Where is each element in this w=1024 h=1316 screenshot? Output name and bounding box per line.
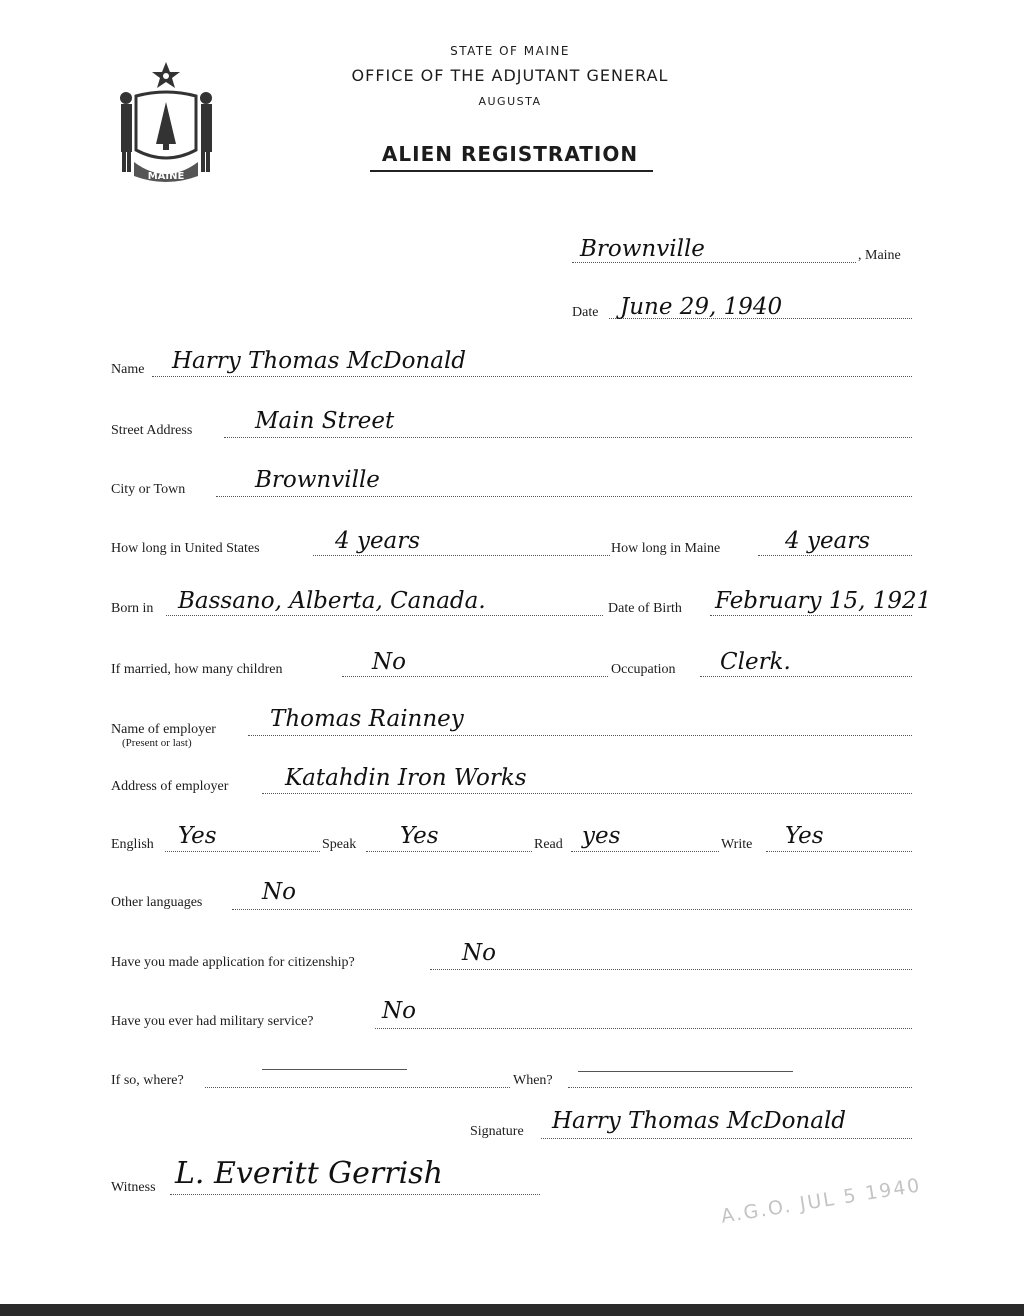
date-of-birth-line bbox=[710, 615, 912, 616]
how-long-maine-value: 4 years bbox=[785, 528, 871, 554]
born-in-value: Bassano, Alberta, Canada. bbox=[178, 588, 486, 614]
citizenship-line bbox=[430, 969, 912, 970]
employer-note: (Present or last) bbox=[122, 737, 192, 749]
write-line bbox=[766, 851, 912, 852]
scan-edge bbox=[0, 1304, 1024, 1316]
name-line bbox=[152, 376, 912, 377]
how-long-maine-label: How long in Maine bbox=[611, 541, 721, 556]
witness-line bbox=[170, 1194, 540, 1195]
english-label: English bbox=[111, 837, 154, 852]
english-line bbox=[165, 851, 320, 852]
header-state: STATE OF MAINE bbox=[450, 44, 570, 58]
if-so-where-label: If so, where? bbox=[111, 1073, 184, 1088]
city-value: Brownville bbox=[255, 467, 380, 493]
signature-label: Signature bbox=[470, 1124, 524, 1139]
form-title: ALIEN REGISTRATION bbox=[381, 142, 639, 166]
date-of-birth-value: February 15, 1921 bbox=[715, 588, 932, 614]
town-value: Brownville bbox=[580, 236, 705, 262]
employer-value: Thomas Rainney bbox=[270, 706, 464, 732]
speak-value: Yes bbox=[400, 823, 439, 849]
name-value: Harry Thomas McDonald bbox=[172, 348, 467, 374]
children-label: If married, how many children bbox=[111, 662, 283, 677]
signature-line bbox=[541, 1138, 912, 1139]
occupation-line bbox=[700, 676, 912, 677]
header-city: AUGUSTA bbox=[478, 95, 542, 108]
maine-state-seal bbox=[112, 58, 220, 188]
occupation-value: Clerk. bbox=[720, 649, 791, 675]
header-office: OFFICE OF THE ADJUTANT GENERAL bbox=[351, 66, 669, 85]
children-line bbox=[342, 676, 608, 677]
employer-address-label: Address of employer bbox=[111, 779, 229, 794]
signature-value: Harry Thomas McDonald bbox=[552, 1108, 847, 1134]
employer-label: Name of employer bbox=[111, 722, 216, 737]
citizenship-value: No bbox=[462, 940, 496, 966]
speak-label: Speak bbox=[322, 837, 357, 852]
when-label: When? bbox=[513, 1073, 553, 1088]
title-underline bbox=[370, 170, 653, 172]
other-languages-label: Other languages bbox=[111, 895, 203, 910]
how-long-us-label: How long in United States bbox=[111, 541, 260, 556]
street-address-line bbox=[224, 437, 912, 438]
occupation-label: Occupation bbox=[611, 662, 676, 677]
how-long-us-value: 4 years bbox=[335, 528, 421, 554]
read-value: yes bbox=[582, 823, 621, 849]
street-address-value: Main Street bbox=[255, 408, 395, 434]
speak-line bbox=[366, 851, 532, 852]
witness-label: Witness bbox=[111, 1180, 156, 1195]
how-long-us-line bbox=[313, 555, 610, 556]
maine-label: , Maine bbox=[858, 248, 901, 263]
employer-address-line bbox=[262, 793, 912, 794]
military-label: Have you ever had military service? bbox=[111, 1014, 314, 1029]
name-label: Name bbox=[111, 362, 145, 377]
city-label: City or Town bbox=[111, 482, 186, 497]
military-line bbox=[375, 1028, 912, 1029]
received-date-stamp: A.G.O. JUL 5 1940 bbox=[719, 1174, 923, 1228]
children-value: No bbox=[372, 649, 406, 675]
born-in-line bbox=[166, 615, 603, 616]
other-languages-value: No bbox=[262, 879, 296, 905]
write-label: Write bbox=[721, 837, 753, 852]
born-in-label: Born in bbox=[111, 601, 154, 616]
city-line bbox=[216, 496, 912, 497]
employer-address-value: Katahdin Iron Works bbox=[285, 765, 527, 791]
date-value: June 29, 1940 bbox=[620, 294, 783, 320]
seal-banner-text: MAINE bbox=[147, 171, 185, 182]
english-value: Yes bbox=[178, 823, 217, 849]
write-value: Yes bbox=[785, 823, 824, 849]
if-so-where-line bbox=[205, 1087, 510, 1088]
citizenship-label: Have you made application for citizenship? bbox=[111, 955, 355, 970]
date-of-birth-label: Date of Birth bbox=[608, 601, 682, 616]
town-line bbox=[572, 262, 856, 263]
date-label: Date bbox=[572, 305, 599, 320]
other-languages-line bbox=[232, 909, 912, 910]
street-address-label: Street Address bbox=[111, 423, 193, 438]
employer-line bbox=[248, 735, 912, 736]
read-line bbox=[571, 851, 719, 852]
military-value: No bbox=[382, 998, 416, 1024]
where-dash-line bbox=[262, 1069, 407, 1070]
how-long-maine-line bbox=[758, 555, 912, 556]
witness-value: L. Everitt Gerrish bbox=[175, 1156, 443, 1191]
read-label: Read bbox=[534, 837, 563, 852]
when-line bbox=[568, 1087, 912, 1088]
when-dash-line bbox=[578, 1071, 793, 1072]
